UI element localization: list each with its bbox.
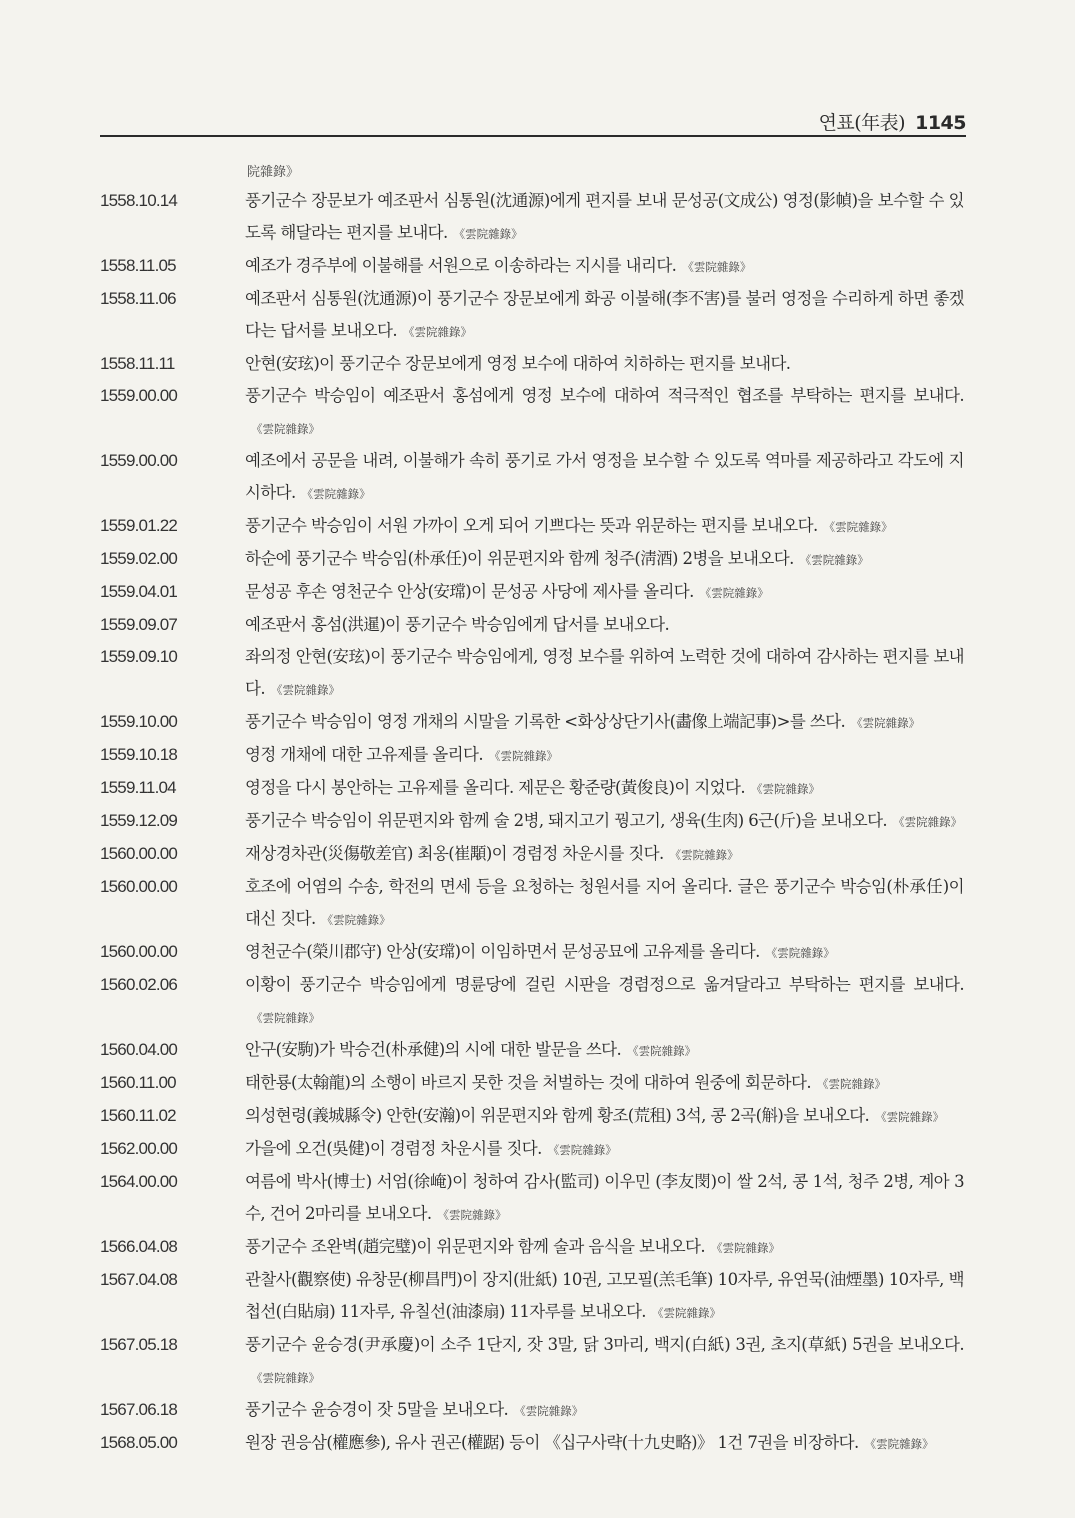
entry-date: 1558.11.05	[100, 256, 176, 275]
entry-body	[245, 380, 966, 445]
chronology-entry	[100, 1133, 966, 1166]
chronology-entry	[100, 250, 966, 283]
entry-text: 예조가 경주부에 이불해를 서원으로 이송하라는 지시를 내리다.	[245, 256, 677, 275]
chronology-entry	[100, 772, 966, 805]
entry-source: 《雲院雜錄》	[817, 1077, 886, 1091]
entry-text: 예조에서 공문을 내려, 이불해가 속히 풍기로 가서 영정을 보수할 수 있도록 역마를 제공하라고 각도에 지시하다.	[245, 451, 964, 502]
chronology-entry	[100, 576, 966, 609]
entry-source: 《雲院雜錄》	[669, 848, 739, 862]
entry-source: 《雲院雜錄》	[823, 520, 893, 534]
entry-text: 풍기군수 박승임이 영정 개채의 시말을 기록한 <화상상단기사(畵像上端記事)>를 쓰다.	[245, 712, 846, 731]
chronology-entry	[100, 1329, 966, 1394]
chronology-entry	[100, 1394, 966, 1427]
entry-source: 《雲院雜錄》	[251, 1371, 320, 1385]
entry-source: 《雲院雜錄》	[682, 260, 752, 274]
entry-text: 이황이 풍기군수 박승임에게 명륜당에 걸린 시판을 경렴정으로 옮겨달라고 부탁하는 편지를 보내다.	[245, 975, 964, 994]
entry-body	[245, 609, 966, 641]
entry-source: 《雲院雜錄》	[453, 227, 523, 241]
entry-text: 풍기군수 박승임이 예조판서 홍섬에게 영정 보수에 대하여 적극적인 협조를 부탁하는 편지를 보내다.	[245, 386, 964, 405]
entry-body	[245, 772, 966, 805]
entry-date: 1568.05.00	[100, 1433, 178, 1452]
entry-source: 《雲院雜錄》	[403, 325, 472, 339]
entry-body	[245, 283, 966, 348]
entry-source: 《雲院雜錄》	[547, 1143, 617, 1157]
entry-text: 풍기군수 박승임이 위문편지와 함께 술 2병, 돼지고기 꿩고기, 생육(生肉) 6근(斤)을 보내오다.	[245, 811, 888, 830]
entry-text: 예조판서 홍섬(洪暹)이 풍기군수 박승임에게 답서를 보내오다.	[245, 615, 670, 634]
page-header	[100, 108, 966, 138]
entry-source: 《雲院雜錄》	[651, 1306, 721, 1320]
entry-body	[245, 185, 966, 250]
entry-text: 영정 개채에 대한 고유제를 올리다.	[245, 745, 483, 764]
entry-text: 가을에 오건(吳健)이 경렴정 차운시를 짓다.	[245, 1139, 542, 1158]
chronology-entry	[100, 739, 966, 772]
entry-text: 태한룡(太翰龍)의 소행이 바르지 못한 것을 처벌하는 것에 대하여 원중에 회문하다.	[245, 1073, 811, 1092]
entry-body	[245, 510, 966, 543]
chronology-entry	[100, 1427, 966, 1460]
chronology-entry	[100, 510, 966, 543]
chronology-entry	[100, 1100, 966, 1133]
entry-text: 풍기군수 장문보가 예조판서 심통원(沈通源)에게 편지를 보내 문성공(文成公) 영정(影幀)을 보수할 수 있도록 해달라는 편지를 보내다.	[245, 191, 964, 242]
chronology-entry	[100, 1264, 966, 1329]
chronology-entry	[100, 283, 966, 348]
entry-text: 안구(安駒)가 박승건(朴承健)의 시에 대한 발문을 쓰다.	[245, 1040, 622, 1059]
chronology-entry	[100, 706, 966, 739]
entry-date: 1558.11.11	[100, 354, 175, 373]
entry-body	[245, 969, 966, 1034]
entry-date: 1559.10.00	[100, 712, 178, 731]
entry-text: 여름에 박사(博士) 서엄(徐崦)이 청하여 감사(監司) 이우민 (李友閔)이 쌀 2석, 콩 1석, 청주 2병, 계아 3수, 건어 2마리를 보내오다.	[245, 1172, 964, 1223]
chronology-entry	[100, 805, 966, 838]
entry-source: 《雲院雜錄》	[437, 1208, 507, 1222]
entry-source: 《雲院雜錄》	[251, 1011, 320, 1025]
entry-body	[245, 838, 966, 871]
entry-body	[245, 445, 966, 510]
chronology-entry	[100, 1166, 966, 1231]
entry-text: 문성공 후손 영천군수 안상(安瑺)이 문성공 사당에 제사를 올리다.	[245, 582, 694, 601]
entry-text: 영천군수(榮川郡守) 안상(安瑺)이 이임하면서 문성공묘에 고유제를 올리다.	[245, 942, 760, 961]
entry-body	[245, 1231, 966, 1264]
entry-text: 안현(安玹)이 풍기군수 장문보에게 영정 보수에 대하여 치하하는 편지를 보내다.	[245, 354, 791, 373]
entry-date: 1559.09.10	[100, 647, 178, 666]
entry-body	[245, 1264, 966, 1329]
entry-date: 1559.04.01	[100, 582, 178, 601]
entry-text: 의성현령(義城縣令) 안한(安瀚)이 위문편지와 함께 황조(荒租) 3석, 콩 2곡(斛)을 보내오다.	[245, 1106, 870, 1125]
entry-source: 《雲院雜錄》	[514, 1404, 584, 1418]
entry-body	[245, 1034, 966, 1067]
entry-text: 풍기군수 조완벽(趙完璧)이 위문편지와 함께 술과 음식을 보내오다.	[245, 1237, 706, 1256]
chronology-entry	[100, 185, 966, 250]
continuation-source: 院雜錄》	[247, 165, 300, 180]
chronology-entry	[100, 1034, 966, 1067]
entry-body	[245, 1166, 966, 1231]
entry-body	[245, 641, 966, 706]
entry-body	[245, 1394, 966, 1427]
chronology-entry	[100, 838, 966, 871]
chronology-entry	[100, 969, 966, 1034]
entry-date: 1559.00.00	[100, 451, 178, 470]
entry-date: 1559.09.07	[100, 615, 178, 634]
entry-body	[245, 805, 966, 838]
entry-body	[245, 348, 966, 380]
entry-source: 《雲院雜錄》	[875, 1110, 945, 1124]
chronology-entry	[100, 543, 966, 576]
entry-body	[245, 576, 966, 609]
chronology-entry	[100, 609, 966, 641]
entry-body	[245, 543, 966, 576]
entry-text: 영정을 다시 봉안하는 고유제를 올리다. 제문은 황준량(黃俊良)이 지었다.	[245, 778, 745, 797]
entry-date: 1567.06.18	[100, 1400, 178, 1419]
entry-text: 원장 권응삼(權應參), 유사 권곤(權踞) 등이 《십구사략(十九史略)》 1건 7권을 비장하다.	[245, 1433, 859, 1452]
entry-date: 1560.04.00	[100, 1040, 178, 1059]
entry-date: 1560.02.06	[100, 975, 178, 994]
chronology-entry	[100, 936, 966, 969]
entry-date: 1558.11.06	[100, 289, 176, 308]
entry-date: 1560.00.00	[100, 844, 178, 863]
chronology-entry	[100, 445, 966, 510]
chronology-entry	[100, 1067, 966, 1100]
entry-source: 《雲院雜錄》	[301, 487, 371, 501]
entry-body	[245, 739, 966, 772]
entry-date: 1562.00.00	[100, 1139, 178, 1158]
entry-source: 《雲院雜錄》	[251, 422, 320, 436]
entry-date: 1559.02.00	[100, 549, 178, 568]
entry-body	[245, 871, 966, 936]
entry-text: 예조판서 심통원(沈通源)이 풍기군수 장문보에게 화공 이불해(李不害)를 불러 영정을 수리하게 하면 좋겠다는 답서를 보내오다.	[245, 289, 964, 340]
chronology-entry	[100, 641, 966, 706]
entry-body	[245, 706, 966, 739]
entry-text: 관찰사(觀察使) 유창문(柳昌門)이 장지(壯紙) 10권, 고모필(羔毛筆) 10자루, 유연묵(油煙墨) 10자루, 백첩선(白貼扇) 11자루, 유칠선(油漆扇) 11자루를 보내오다.	[245, 1270, 964, 1321]
entry-source: 《雲院雜錄》	[765, 946, 835, 960]
entry-text: 호조에 어염의 수송, 학전의 면세 등을 요청하는 청원서를 지어 올리다. 글은 풍기군수 박승임(朴承任)이 대신 짓다.	[245, 877, 964, 928]
chronology-entry	[100, 871, 966, 936]
entry-source: 《雲院雜錄》	[851, 716, 921, 730]
entry-source: 《雲院雜錄》	[799, 553, 869, 567]
entry-body	[245, 1427, 966, 1460]
entry-body	[245, 1133, 966, 1166]
entry-date: 1567.05.18	[100, 1335, 178, 1354]
entry-date: 1564.00.00	[100, 1172, 178, 1191]
entry-body	[245, 250, 966, 283]
entry-source: 《雲院雜錄》	[751, 782, 820, 796]
chronology-list	[100, 163, 966, 1460]
chronology-entry	[100, 380, 966, 445]
entry-source: 《雲院雜錄》	[488, 749, 558, 763]
entry-date: 1559.10.18	[100, 745, 178, 764]
entry-body	[245, 1067, 966, 1100]
entry-source: 《雲院雜錄》	[321, 913, 391, 927]
entry-source: 《雲院雜錄》	[711, 1241, 781, 1255]
entry-source: 《雲院雜錄》	[864, 1437, 934, 1451]
running-head	[819, 108, 966, 135]
entry-date: 1560.11.00	[100, 1073, 176, 1092]
entry-body	[245, 936, 966, 969]
header-rule	[100, 135, 966, 137]
running-head-title: 연표(年表)	[818, 112, 906, 134]
chronology-entry	[100, 348, 966, 380]
entry-text: 하순에 풍기군수 박승임(朴承任)이 위문편지와 함께 청주(淸酒) 2병을 보내오다.	[245, 549, 794, 568]
entry-text: 풍기군수 박승임이 서원 가까이 오게 되어 기쁘다는 뜻과 위문하는 편지를 보내오다.	[245, 516, 818, 535]
entry-date: 1560.00.00	[100, 877, 178, 896]
entry-text: 재상경차관(災傷敬差官) 최옹(崔顒)이 경렴정 차운시를 짓다.	[245, 844, 664, 863]
entry-date: 1559.01.22	[100, 516, 178, 535]
entry-date: 1566.04.08	[100, 1237, 178, 1256]
entry-date: 1567.04.08	[100, 1270, 178, 1289]
entry-body	[245, 1329, 966, 1394]
entry-text: 풍기군수 윤승경이 잣 5말을 보내오다.	[245, 1400, 509, 1419]
chronology-entry	[100, 1231, 966, 1264]
entry-source: 《雲院雜錄》	[699, 586, 769, 600]
entry-date: 1559.11.04	[100, 778, 176, 797]
entries	[100, 185, 966, 1460]
entry-source: 《雲院雜錄》	[893, 815, 963, 829]
entry-body	[245, 1100, 966, 1133]
entry-date: 1560.11.02	[100, 1106, 176, 1125]
entry-date: 1560.00.00	[100, 942, 178, 961]
entry-source: 《雲院雜錄》	[627, 1044, 697, 1058]
entry-source: 《雲院雜錄》	[270, 683, 340, 697]
entry-date: 1559.00.00	[100, 386, 178, 405]
entry-date: 1558.10.14	[100, 191, 178, 210]
page-number: 1145	[915, 112, 966, 134]
entry-date: 1559.12.09	[100, 811, 178, 830]
entry-text: 좌의정 안현(安玹)이 풍기군수 박승임에게, 영정 보수를 위하여 노력한 것에 대하여 감사하는 편지를 보내다.	[245, 647, 964, 698]
entry-text: 풍기군수 윤승경(尹承慶)이 소주 1단지, 잣 3말, 닭 3마리, 백지(白紙) 3권, 초지(草紙) 5권을 보내오다.	[245, 1335, 964, 1354]
